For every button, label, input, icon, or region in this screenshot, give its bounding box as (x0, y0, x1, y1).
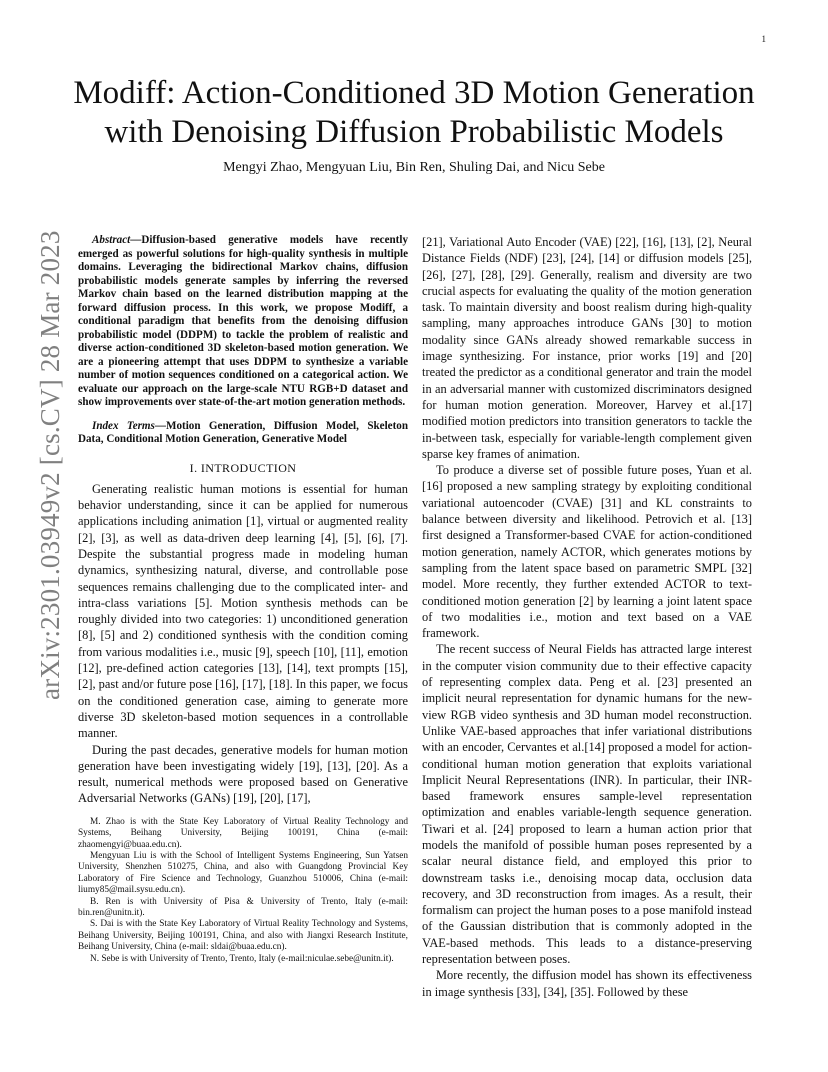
section-heading-introduction: I. INTRODUCTION (189, 460, 297, 475)
arxiv-identifier[interactable]: arXiv:2301.03949v2 [cs.CV] 28 Mar 2023 (35, 230, 65, 700)
abstract-text: —Diffusion-based generative models have recently emerged as powerful solutions for high-quality synthesis in multiple domains. Leveraging the bidirectional Markov chains, diffusion probabilistic models generate samples by inferring the reversed Markov chain based on the learned distribution mapping at the forward diffusion process. In this work, we propose Modiff, a conditional paradigm that benefits from the denoising diffusion probabilistic model (DDPM) to tackle the problem of realistic and diverse action-conditioned 3D skeleton-based motion generation. We are a pioneering attempt that uses DDPM to synthesize a variable number of motion sequences conditioned on a categorical action. We evaluate our approach on the large-scale NTU RGB+D dataset and show improvements over state-of-the-art motion generation methods. (78, 234, 408, 408)
body-paragraph-2: To produce a diverse set of possible future poses, Yuan et al. [16] proposed a new sampling strategy by exploiting conditional variational autoencoder (CVAE) [31] and KL constraints to balance between diversity and likelihood. Petrovich et al. [13] first designed a Transformer-based CVAE for action-conditioned motion generation, namely ACTOR, which generates motions by sampling from the latent space based on parametric SMPL [32] model. More recently, they further extended ACTOR to text-conditioned motion generation [2] by learning a joint latent space of two modalities i.e., motion and text based on a VAE framework. (422, 463, 752, 641)
right-column (422, 234, 752, 1000)
paper-title: Modiff: Action-Conditioned 3D Motion Generation with Denoising Diffusion Probabilistic Models (73, 75, 755, 150)
index-terms-text: —Motion Generation, Diffusion Model, Skeleton Data, Conditional Motion Generation, Generative Model (78, 419, 409, 445)
footnote-dai: S. Dai is with the State Key Laboratory of Virtual Reality Technology and Systems, Beihang University, Beijing 100191, China, and also with Jiangxi Research Institute, Beihang University, China (e-mail: sldai@buaa.edu.cn). (78, 919, 408, 953)
footnote-sebe: N. Sebe is with University of Trento, Trento, Italy (e-mail:niculae.sebe@unitn.it). (90, 953, 394, 964)
body-paragraph-4: More recently, the diffusion model has shown its effectiveness in image synthesis [33], [34], [35]. Followed by these (422, 968, 752, 999)
abstract (78, 234, 408, 410)
body-paragraph-3: The recent success of Neural Fields has attracted large interest in the computer vision community due to their effective capacity of representing complex data. Peng et al. [23] presented an implicit neural representation for dynamic humans for the new-view RGB video synthesis and 3D human model reconstruction. Unlike VAE-based approaches that infer variational distributions with an encoder, Cervantes et al.[14] proposed a model for action-conditional human motion generation that exploits variational Implicit Neural Representations (INR). In particular, their INR-based framework ensures sample-level representation optimization and enables variable-length sequence generation. Tiwari et al. [24] proposed to learn a human action prior that models the manifold of possible human poses represented by a scalar neural distance field, and employed this prior to downstream tasks i.e., denoising mocap data, occlusion data recovery, and 3D reconstruction from images. As a result, their formalism can project the human poses to a pose manifold instead of the Gaussian distribution that is commonly adopted in the VAE-based methods. This leads to a distance-preserving representation between poses. (422, 642, 752, 967)
page-number: 1 (761, 34, 766, 44)
body-paragraph-1: [21], Variational Auto Encoder (VAE) [22], [16], [13], [2], Neural Distance Fields (NDF) [23], [24], [14] or diffusion models [25], [26], [27], [28], [29]. Generally, realism and diversity are two crucial aspects for evaluating the quality of the motion generation task. To maintain diversity and boost realism during high-quality sampling, many approaches introduce GANs [30] to motion modality since GANs already showed remarkable success in image synthesizing. For instance, prior works [19] and [20] treated the predictor as a conditional generator and train the model in an adversarial manner with customized discriminators designed for human motion generation. Moreover, Harvey et al.[17] modified motion predictors into transition generators to tackle the in-between task, especially for variable-length complement given sparse key frames of animation. (422, 235, 752, 461)
intro-paragraph-1: Generating realistic human motions is essential for human behavior understanding, since it can be applied for numerous applications including animation [1], virtual or augmented reality [2], [3], as well as data-driven deep learning [4], [5], [6], [7]. Despite the substantial progress made in modeling human dynamics, synthesizing natural, diverse, and controllable pose sequences remains challenging due to the complicated inter- and intra-class variations [5]. Motion synthesis methods can be roughly divided into two categories: 1) unconditioned generation [8], [5] and 2) conditioned synthesis with the condition coming from various modalities i.e., music [9], speech [10], [11], emotion [12], pre-defined action categories [13], [14], text prompts [15], [2], past and/or future pose [16], [17], [18]. In this paper, we focus on the conditioned generation case, aiming to generate more diverse 3D skeleton-based motion sequences in a controllable manner. (78, 481, 408, 741)
left-column (78, 234, 408, 965)
footnote-ren: B. Ren is with University of Pisa & University of Trento, Italy (e-mail: bin.ren@unitn.it). (78, 896, 408, 918)
author-footnotes (78, 817, 408, 965)
index-terms-label: Index Terms (92, 419, 155, 432)
footnote-liu: Mengyuan Liu is with the School of Intelligent Systems Engineering, Sun Yatsen University, Shenzhen 510275, China, and also with Guangdong Provincial Key Laboratory of Fire Science and Technology, Guanzhou 510006, China (e-mail: liumy85@mail.sysu.edu.cn). (78, 850, 408, 896)
intro-paragraph-2: During the past decades, generative models for human motion generation have been investigating widely [19], [13], [20]. As a result, numerical methods were proposed based on Generative Adversarial Networks (GANs) [19], [20], [17], (78, 742, 408, 806)
index-terms (78, 420, 408, 447)
abstract-label: Abstract (92, 234, 131, 246)
author-list: Mengyi Zhao, Mengyuan Liu, Bin Ren, Shuling Dai, and Nicu Sebe (223, 160, 605, 175)
footnote-zhao: M. Zhao is with the State Key Laboratory of Virtual Reality Technology and Systems, Beihang University, Beijing 100191, China (e-mail: zhaomengyi@buaa.edu.cn). (78, 816, 408, 850)
